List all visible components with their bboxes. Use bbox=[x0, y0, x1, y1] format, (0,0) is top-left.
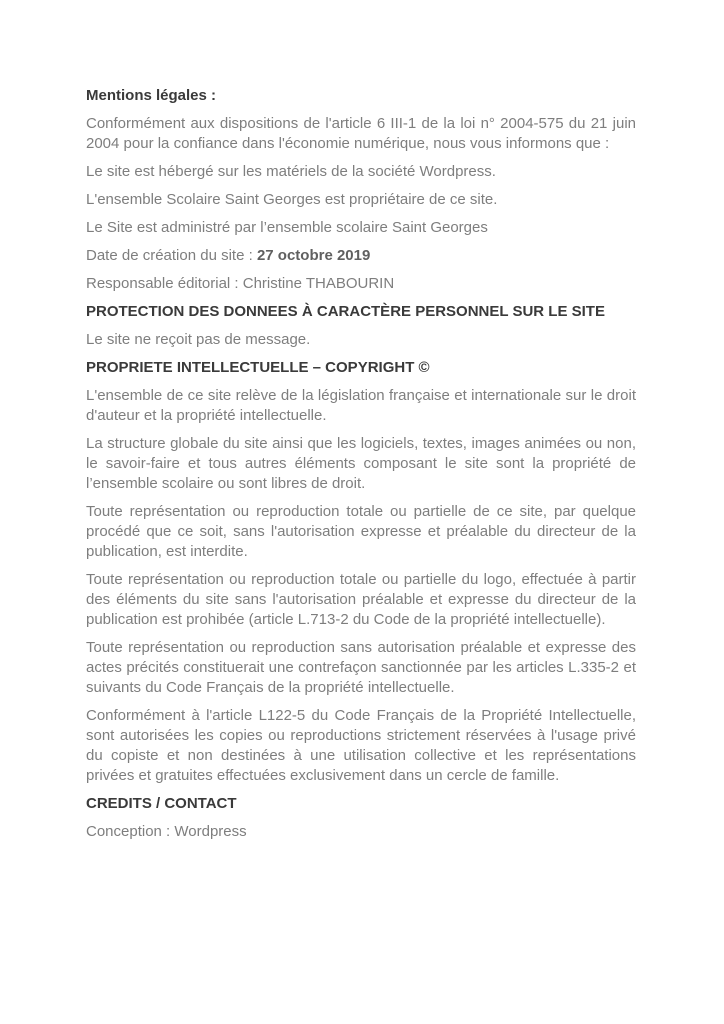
ip-paragraph: Toute représentation ou reproduction totale ou partielle de ce site, par quelque procédé que ce soit, sans l'autorisation expresse et préalable du directeur de la publication, est interdite. bbox=[86, 503, 636, 560]
creation-date-label: Date de création du site : bbox=[86, 247, 257, 264]
ip-paragraph: Toute représentation ou reproduction sans autorisation préalable et expresse des actes précités constituerait une contrefaçon sanctionnée par les articles L.335-2 et suivants du Code Français de la propriété intellectuelle. bbox=[86, 639, 636, 696]
ip-paragraph: L'ensemble de ce site relève de la législation française et internationale sur le droit d'auteur et la propriété intellectuelle. bbox=[86, 387, 636, 424]
section-heading-data-protection: PROTECTION DES DONNEES À CARACTÈRE PERSONNEL SUR LE SITE bbox=[86, 303, 605, 320]
intro-paragraph: Conformément aux dispositions de l'article 6 III-1 de la loi n° 2004-575 du 21 juin 2004 pour la confiance dans l'économie numérique, nous vous informons que : bbox=[86, 115, 636, 152]
editor-paragraph: Responsable éditorial : Christine THABOURIN bbox=[86, 275, 395, 292]
page-title: Mentions légales : bbox=[86, 87, 217, 104]
section-heading-intellectual-property: PROPRIETE INTELLECTUELLE – COPYRIGHT © bbox=[86, 359, 430, 376]
creation-date-paragraph bbox=[86, 246, 636, 266]
data-protection-paragraph: Le site ne reçoit pas de message. bbox=[86, 331, 311, 348]
ip-paragraph: Toute représentation ou reproduction totale ou partielle du logo, effectuée à partir des éléments du site sans l'autorisation préalable et expresse du directeur de la publication est prohibée (article L.713-2 du Code de la propriété intellectuelle). bbox=[86, 571, 636, 628]
ip-paragraph: La structure globale du site ainsi que les logiciels, textes, images animées ou non, le savoir-faire et tous autres éléments composant le site sont la propriété de l’ensemble scolaire ou sont libres de droit. bbox=[86, 435, 636, 492]
ip-paragraph: Conformément à l'article L122-5 du Code Français de la Propriété Intellectuelle, sont autorisées les copies ou reproductions strictement réservées à l'usage privé du copiste et non destinées à une utilisation collective et les représentations privées et gratuites effectuées exclusivement dans un cercle de famille. bbox=[86, 707, 636, 784]
creation-date-value: 27 octobre 2019 bbox=[256, 247, 371, 264]
credits-paragraph: Conception : Wordpress bbox=[86, 823, 247, 840]
administrator-paragraph: Le Site est administré par l’ensemble scolaire Saint Georges bbox=[86, 219, 488, 236]
owner-paragraph: L'ensemble Scolaire Saint Georges est propriétaire de ce site. bbox=[86, 191, 498, 208]
section-heading-credits: CREDITS / CONTACT bbox=[86, 795, 237, 812]
hosting-paragraph: Le site est hébergé sur les matériels de la société Wordpress. bbox=[86, 163, 496, 180]
